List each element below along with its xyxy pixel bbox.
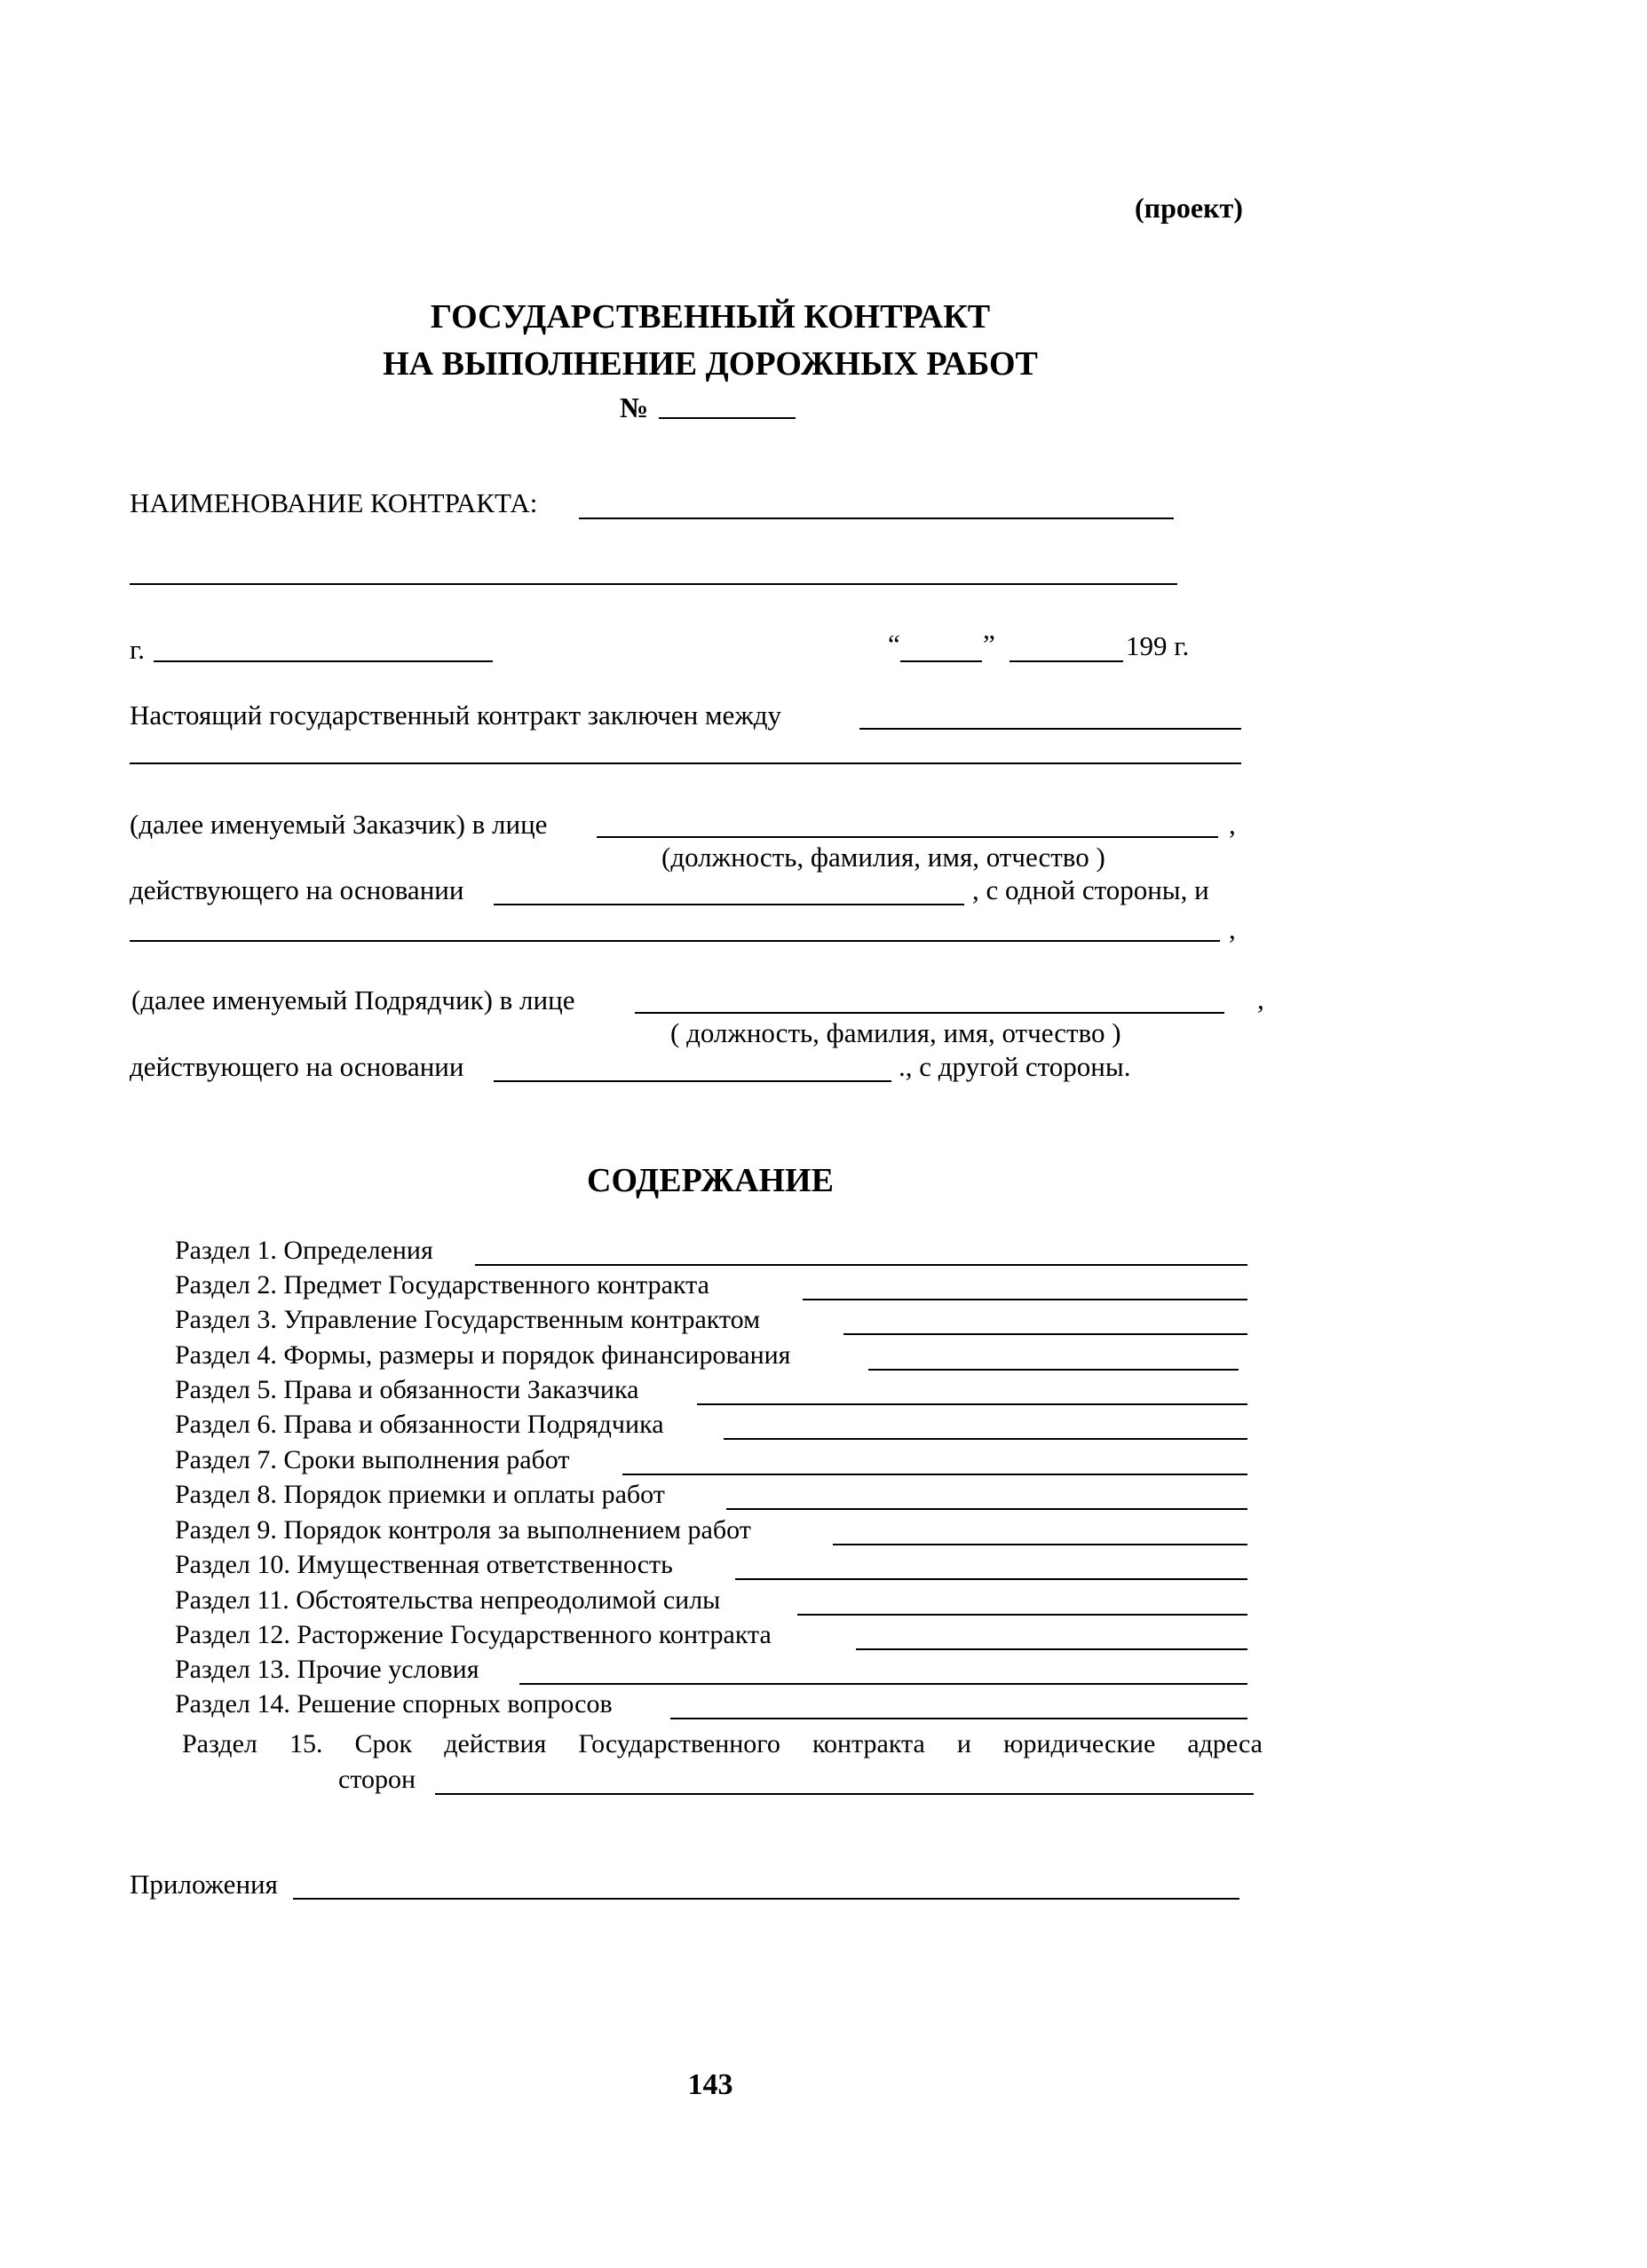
comma-2: ,: [1229, 913, 1236, 944]
toc-item-1[interactable]: Раздел 1. Определения: [175, 1236, 433, 1265]
project-label: (проект): [1135, 192, 1243, 224]
toc-item-12[interactable]: Раздел 12. Расторжение Государственного контракта: [175, 1620, 772, 1649]
acting-basis-1-text: действующего на основании: [130, 874, 464, 905]
toc-line-15: [435, 1793, 1254, 1795]
date-close-quote: ”: [983, 628, 995, 660]
toc-item-15[interactable]: Раздел 15. Срок действия Государственного контракта и юридические адреса: [182, 1729, 1263, 1758]
toc-line-1: [475, 1264, 1247, 1266]
acting-basis-2-text: действующего на основании: [130, 1051, 464, 1082]
appendix-blank[interactable]: [293, 1898, 1239, 1900]
number-sign: №: [620, 391, 649, 423]
toc-item-13[interactable]: Раздел 13. Прочие условия: [175, 1655, 479, 1684]
contract-number: [620, 391, 648, 424]
toc-line-14: [670, 1718, 1247, 1719]
toc-item-5[interactable]: Раздел 5. Права и обязанности Заказчика: [175, 1375, 639, 1404]
toc-item-15-continuation[interactable]: сторон: [338, 1765, 416, 1794]
contents-heading: СОДЕРЖАНИЕ: [587, 1162, 834, 1199]
toc-item-4[interactable]: Раздел 4. Формы, размеры и порядок финансирования: [175, 1340, 791, 1370]
contract-name-blank-2[interactable]: [130, 583, 1177, 585]
year-label: 199 г.: [1126, 630, 1190, 661]
toc-line-6: [724, 1438, 1247, 1440]
toc-item-3[interactable]: Раздел 3. Управление Государственным контрактом: [175, 1305, 761, 1334]
toc-item-6[interactable]: Раздел 6. Права и обязанности Подрядчика: [175, 1410, 664, 1439]
date-day-blank[interactable]: [900, 660, 982, 662]
date-month-blank[interactable]: [1010, 660, 1123, 662]
party-blank[interactable]: [859, 728, 1241, 730]
contract-number-blank[interactable]: [659, 417, 796, 419]
toc-item-11[interactable]: Раздел 11. Обстоятельства непреодолимой силы: [175, 1585, 721, 1615]
toc-line-2: [803, 1299, 1247, 1300]
customer-basis-blank[interactable]: [494, 904, 964, 905]
city-blank[interactable]: [154, 660, 493, 662]
concluded-between-text: Настоящий государственный контракт заключен между: [130, 699, 782, 731]
contractor-representative-blank[interactable]: [635, 1012, 1224, 1014]
toc-line-9: [833, 1544, 1247, 1545]
position-hint-2: ( должность, фамилия, имя, отчество ): [670, 1017, 1121, 1048]
customer-representative-blank[interactable]: [597, 836, 1218, 838]
toc-line-13: [519, 1683, 1247, 1685]
comma-1: ,: [1229, 809, 1236, 840]
appendix-label: Приложения: [130, 1869, 278, 1900]
toc-item-9[interactable]: Раздел 9. Порядок контроля за выполнением работ: [175, 1515, 751, 1545]
document-title-line-2: НА ВЫПОЛНЕНИЕ ДОРОЖНЫХ РАБОТ: [383, 345, 1038, 383]
position-hint-1: (должность, фамилия, имя, отчество ): [661, 842, 1105, 873]
contract-name-label: НАИМЕНОВАНИЕ КОНТРАКТА:: [130, 487, 538, 518]
document-title-line-1: ГОСУДАРСТВЕННЫЙ КОНТРАКТ: [430, 298, 991, 336]
comma-3: ,: [1257, 984, 1264, 1015]
toc-line-7: [622, 1474, 1247, 1475]
other-side-text: ., с другой стороны.: [899, 1051, 1131, 1082]
contractor-name-blank[interactable]: [130, 940, 1220, 942]
toc-item-14[interactable]: Раздел 14. Решение спорных вопросов: [175, 1689, 613, 1719]
one-side-text: , с одной стороны, и: [972, 874, 1209, 905]
toc-line-12: [856, 1648, 1247, 1650]
toc-item-7[interactable]: Раздел 7. Сроки выполнения работ: [175, 1445, 570, 1474]
customer-in-person-text: (далее именуемый Заказчик) в лице: [130, 809, 548, 840]
city-prefix: г.: [130, 634, 145, 665]
toc-line-5: [697, 1403, 1247, 1405]
toc-item-2[interactable]: Раздел 2. Предмет Государственного контракта: [175, 1270, 709, 1300]
party-blank-2[interactable]: [130, 763, 1241, 764]
page-number: 143: [687, 2068, 733, 2101]
date-open-quote: “: [888, 628, 900, 660]
toc-item-8[interactable]: Раздел 8. Порядок приемки и оплаты работ: [175, 1480, 665, 1509]
toc-line-3: [843, 1333, 1247, 1335]
toc-item-10[interactable]: Раздел 10. Имущественная ответственность: [175, 1550, 673, 1579]
contract-name-blank[interactable]: [579, 518, 1174, 519]
toc-line-10: [735, 1578, 1247, 1580]
toc-line-11: [797, 1614, 1247, 1616]
contractor-in-person-text: (далее именуемый Подрядчик) в лице: [131, 984, 575, 1015]
toc-line-4: [868, 1369, 1239, 1371]
contractor-basis-blank[interactable]: [494, 1080, 891, 1082]
toc-line-8: [726, 1508, 1247, 1510]
